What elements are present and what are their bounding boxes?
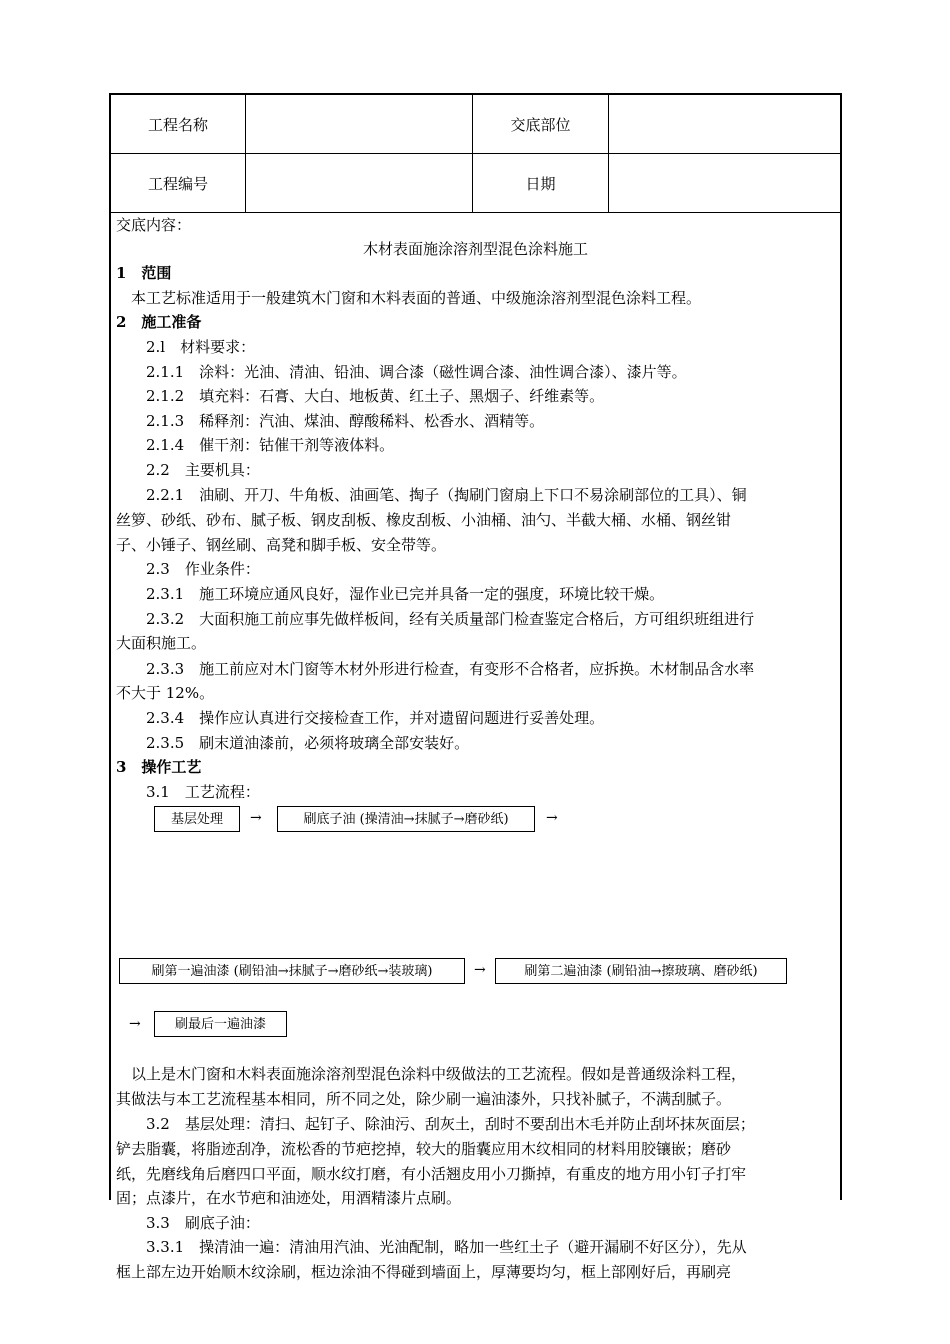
flow-arrow: → <box>546 810 558 826</box>
flow-step-3: 刷第一遍油漆 (刷铅油→抹腻子→磨砂纸→装玻璃) <box>119 958 465 984</box>
text-line: 大面积施工。 <box>116 634 207 652</box>
date-label: 日期 <box>473 154 609 213</box>
text-line: 2.2.1 油刷、开刀、牛角板、油画笔、掏子（掏刷门窗扇上下口不易涂刷部位的工具）、铜 <box>116 486 747 504</box>
text-line: 2.1.4 催干剂：钴催干剂等液体料。 <box>116 436 395 454</box>
text-line: 3.1 工艺流程： <box>116 783 260 801</box>
text-line: 2.3.4 操作应认真进行交接检查工作，并对遗留问题进行妥善处理。 <box>116 709 605 727</box>
text-line: 铲去脂囊，将脂迹刮净，流松香的节疤挖掉，较大的脂囊应用木纹相同的材料用胶镶嵌；磨砂 <box>116 1140 732 1158</box>
text-line: 2.3 作业条件： <box>116 560 260 578</box>
date-value[interactable] <box>609 154 841 213</box>
text-line: 2.3.1 施工环境应通风良好，湿作业已完并具备一定的强度，环境比较干燥。 <box>116 585 665 603</box>
text-line: 2.3.3 施工前应对木门窗等木材外形进行检查，有变形不合格者，应拆换。木材制品含水率 <box>116 660 755 678</box>
text-line: 子、小锤子、钢丝刷、高凳和脚手板、安全带等。 <box>116 536 447 554</box>
project-no-label: 工程编号 <box>111 154 246 213</box>
flow-step-2: 刷底子油 (操清油→抹腻子→磨砂纸) <box>277 806 535 832</box>
flow-arrow: → <box>474 962 486 978</box>
text-line: 2.1.1 涂料：光油、清油、铅油、调合漆（磁性调合漆、油性调合漆）、漆片等。 <box>116 363 687 381</box>
section-heading: 1 范围 <box>116 264 172 282</box>
text-line: 2.3.2 大面积施工前应事先做样板间，经有关质量部门检查鉴定合格后，方可组织班组进行 <box>116 610 755 628</box>
text-line: 2.3.5 刷末道油漆前，必须将玻璃全部安装好。 <box>116 734 470 752</box>
text-line: 框上部左边开始顺木纹涂刷，框边涂油不得碰到墙面上，厚薄要均匀，框上部刚好后，再刷亮 <box>116 1263 732 1281</box>
text-line: 纸，先磨线角后磨四口平面，顺水纹打磨，有小活翘皮用小刀撕掉，有重皮的地方用小钉子打牢 <box>116 1165 747 1183</box>
text-line: 3.3 刷底子油： <box>116 1214 260 1232</box>
text-line: 2.l 材料要求： <box>116 338 256 356</box>
text-line: 3.2 基层处理：清扫、起钉子、除油污、刮灰土，刮时不要刮出木毛并防止刮坏抹灰面层； <box>116 1115 755 1133</box>
document-frame <box>109 93 842 1281</box>
content-label: 交底内容： <box>116 216 192 234</box>
text-line: 其做法与本工艺流程基本相同，所不同之处，除少刷一遍油漆外，只找补腻子，不满刮腻子。 <box>116 1090 732 1108</box>
text-line: 丝箩、砂纸、砂布、腻子板、钢皮刮板、橡皮刮板、小油桶、油勺、半截大桶、水桶、钢丝钳 <box>116 511 732 529</box>
text-line: 以上是木门窗和木料表面施涂溶剂型混色涂料中级做法的工艺流程。假如是普通级涂料工程， <box>116 1065 747 1083</box>
section-heading: 3 操作工艺 <box>116 758 202 776</box>
text-line: 3.3.1 操清油一遍：清油用汽油、光油配制，略加一些红土子（避开漏刷不好区分），先从 <box>116 1238 747 1256</box>
part-label: 交底部位 <box>473 95 609 154</box>
text-line: 本工艺标准适用于一般建筑木门窗和木料表面的普通、中级施涂溶剂型混色涂料工程。 <box>116 289 702 307</box>
header-table <box>111 95 840 213</box>
project-name-label: 工程名称 <box>111 95 246 154</box>
flow-arrow: → <box>129 1016 141 1032</box>
text-line: 2.1.3 稀释剂：汽油、煤油、醇酸稀料、松香水、酒精等。 <box>116 412 545 430</box>
project-name-value[interactable] <box>246 95 473 154</box>
section-heading: 2 施工准备 <box>116 313 202 331</box>
flow-step-4: 刷第二遍油漆 (刷铅油→擦玻璃、磨砂纸) <box>495 958 787 984</box>
flow-arrow: → <box>250 810 262 826</box>
project-no-value[interactable] <box>246 154 473 213</box>
doc-title: 木材表面施涂溶剂型混色涂料施工 <box>362 240 588 258</box>
text-line: 2.1.2 填充料：石膏、大白、地板黄、红土子、黑烟子、纤维素等。 <box>116 387 605 405</box>
text-line: 不大于 12%。 <box>116 684 215 702</box>
text-line: 固；点漆片，在水节疤和油迹处，用酒精漆片点刷。 <box>116 1189 462 1207</box>
text-line: 2.2 主要机具： <box>116 461 260 479</box>
part-value[interactable] <box>609 95 841 154</box>
flow-step-5: 刷最后一遍油漆 <box>154 1011 287 1037</box>
flow-step-1: 基层处理 <box>154 806 240 832</box>
